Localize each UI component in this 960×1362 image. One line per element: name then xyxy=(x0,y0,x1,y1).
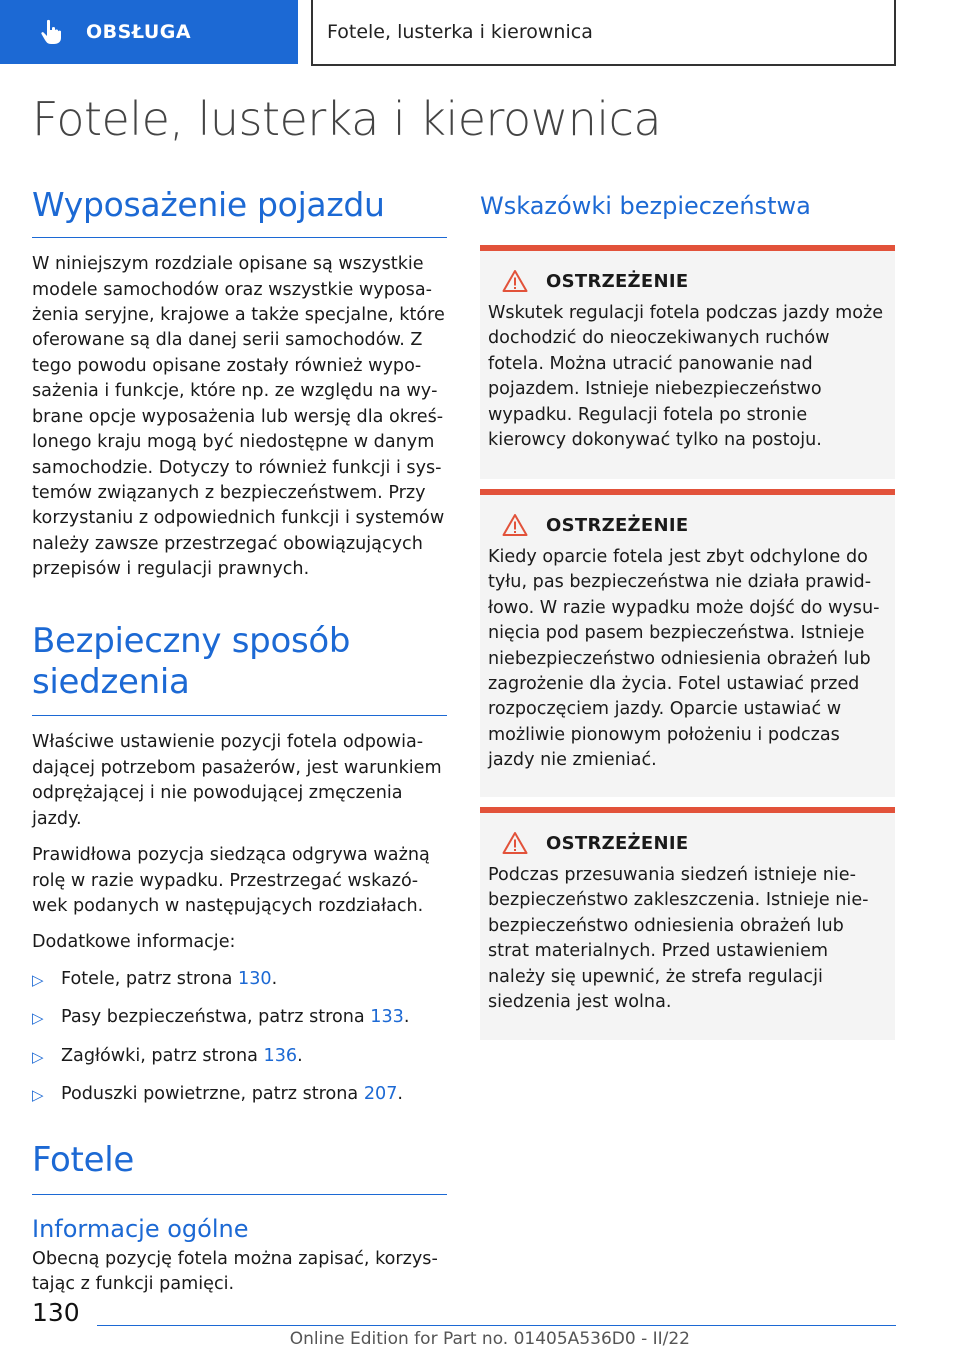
left-column xyxy=(32,185,447,1309)
warning-box xyxy=(480,245,895,479)
warning-box xyxy=(480,807,895,1040)
triangle-bullet-icon: ▷ xyxy=(32,970,44,989)
reference-list xyxy=(32,967,447,1109)
section-title-safety: Wskazówki bezpieczeństwa xyxy=(480,192,811,220)
chapter-header xyxy=(311,0,896,66)
paragraph: W niniejszym rozdziale opisane są wszystkie modele samochodów oraz wszystkie wyposażenia seryjne, krajowe a także specjalne, które oferowane są dla danej serii samochodów. Z tego powodu opisane zostały również wyposażenia i funkcje, które np. ze względu na wybrane opcje wyposażenia lub wersję dla określonego kraju mogą być niedostępne w danym samochodzie. Dotyczy to również funkcji i systemów związanych z bezpieczeństwem. Przy korzystaniu z odpowiednich funkcji i systemów należy zawsze przestrzegać obowiązujących przepisów i regulacji prawnych. xyxy=(32,254,445,580)
triangle-bullet-icon: ▷ xyxy=(32,1009,44,1028)
warning-title: OSTRZEŻENIE xyxy=(546,514,689,536)
triangle-bullet-icon: ▷ xyxy=(32,1047,44,1066)
warning-text: Wskutek regulacji fotela podczas jazdy może dochodzić do nieoczekiwanych ruchów fotela. Można utracić panowanie nad pojazdem. Istnieje niebezpieczeństwo wypadku. Regulacji fotela po stronie kierowcy dokonywać tylko na postoju. xyxy=(488,303,884,451)
section-title-seats: Fotele xyxy=(32,1140,134,1181)
section-label: OBSŁUGA xyxy=(86,21,192,43)
list-item: ▷ Zagłówki, patrz strona 136. xyxy=(32,1044,447,1070)
triangle-bullet-icon: ▷ xyxy=(32,1085,44,1104)
warning-title: OSTRZEŻENIE xyxy=(546,832,689,854)
warning-box xyxy=(480,489,895,797)
footer-divider xyxy=(97,1325,896,1326)
section-title-equipment: Wyposażenie pojazdu xyxy=(32,185,385,224)
paragraph: Prawidłowa pozycja siedząca odgrywa ważną rolę w razie wypadku. Przestrzegać wskazówek podanych w następujących rozdziałach. xyxy=(32,845,430,916)
paragraph: Właściwe ustawienie pozycji fotela odpowiadającej potrzebom pasażerów, jest warunkiem odprężającej i nie powodującej zmęczenia jazdy. xyxy=(32,732,442,829)
page-number: 130 xyxy=(32,1298,80,1327)
page-title: Fotele, lusterka i kierownica xyxy=(32,92,662,146)
paragraph: Obecną pozycję fotela można zapisać, korzystając z funkcji pamięci. xyxy=(32,1248,438,1295)
warning-triangle-icon xyxy=(502,269,528,293)
warning-text: Podczas przesuwania siedzeń istnieje niebezpieczeństwo zakleszczenia. Istnieje niebezpieczeństwo odniesienia obrażeń lub strat materialnych. Przed ustawieniem należy się upewnić, że strefa regulacji siedzenia jest wolna. xyxy=(488,865,869,1013)
warning-title: OSTRZEŻENIE xyxy=(546,270,689,292)
paragraph: Dodatkowe informacje: xyxy=(32,932,236,953)
page-link[interactable]: 207 xyxy=(363,1083,398,1104)
edition-note: Online Edition for Part no. 01405A536D0 - II/22 xyxy=(289,1329,690,1349)
page-link[interactable]: 133 xyxy=(370,1007,404,1028)
section-tab[interactable] xyxy=(0,0,298,64)
list-item: ▷ Poduszki powietrzne, patrz strona 207. xyxy=(32,1082,447,1108)
section-divider xyxy=(32,1194,447,1195)
right-column xyxy=(480,185,895,1040)
page-link[interactable]: 130 xyxy=(238,968,272,989)
page-link[interactable]: 136 xyxy=(263,1045,298,1066)
warning-text: Kiedy oparcie fotela jest zbyt odchylone do tyłu, pas bezpieczeństwa nie działa prawidłowo. W razie wypadku może dojść do wysunięcia pod pasem bezpieczeństwa. Istnieje niebezpieczeństwo odniesienia obrażeń lub zagrożenie dla życia. Fotel ustawiać przed rozpoczęciem jazdy. Oparcie ustawiać w możliwie pionowym położeniu i podczas jazdy nie zmieniać. xyxy=(488,547,880,771)
chapter-title: Fotele, lusterka i kierownica xyxy=(327,21,593,43)
subsection-title: Informacje ogólne xyxy=(32,1214,249,1243)
list-item: ▷ Fotele, patrz strona 130. xyxy=(32,967,447,993)
warning-triangle-icon xyxy=(502,513,528,537)
warning-triangle-icon xyxy=(502,831,528,855)
list-item: ▷ Pasy bezpieczeństwa, patrz strona 133. xyxy=(32,1005,447,1031)
section-title-seating: Bezpieczny sposób siedzenia xyxy=(32,620,351,702)
hand-pointer-icon xyxy=(38,18,66,46)
section-divider xyxy=(32,715,447,716)
section-divider xyxy=(32,237,447,238)
